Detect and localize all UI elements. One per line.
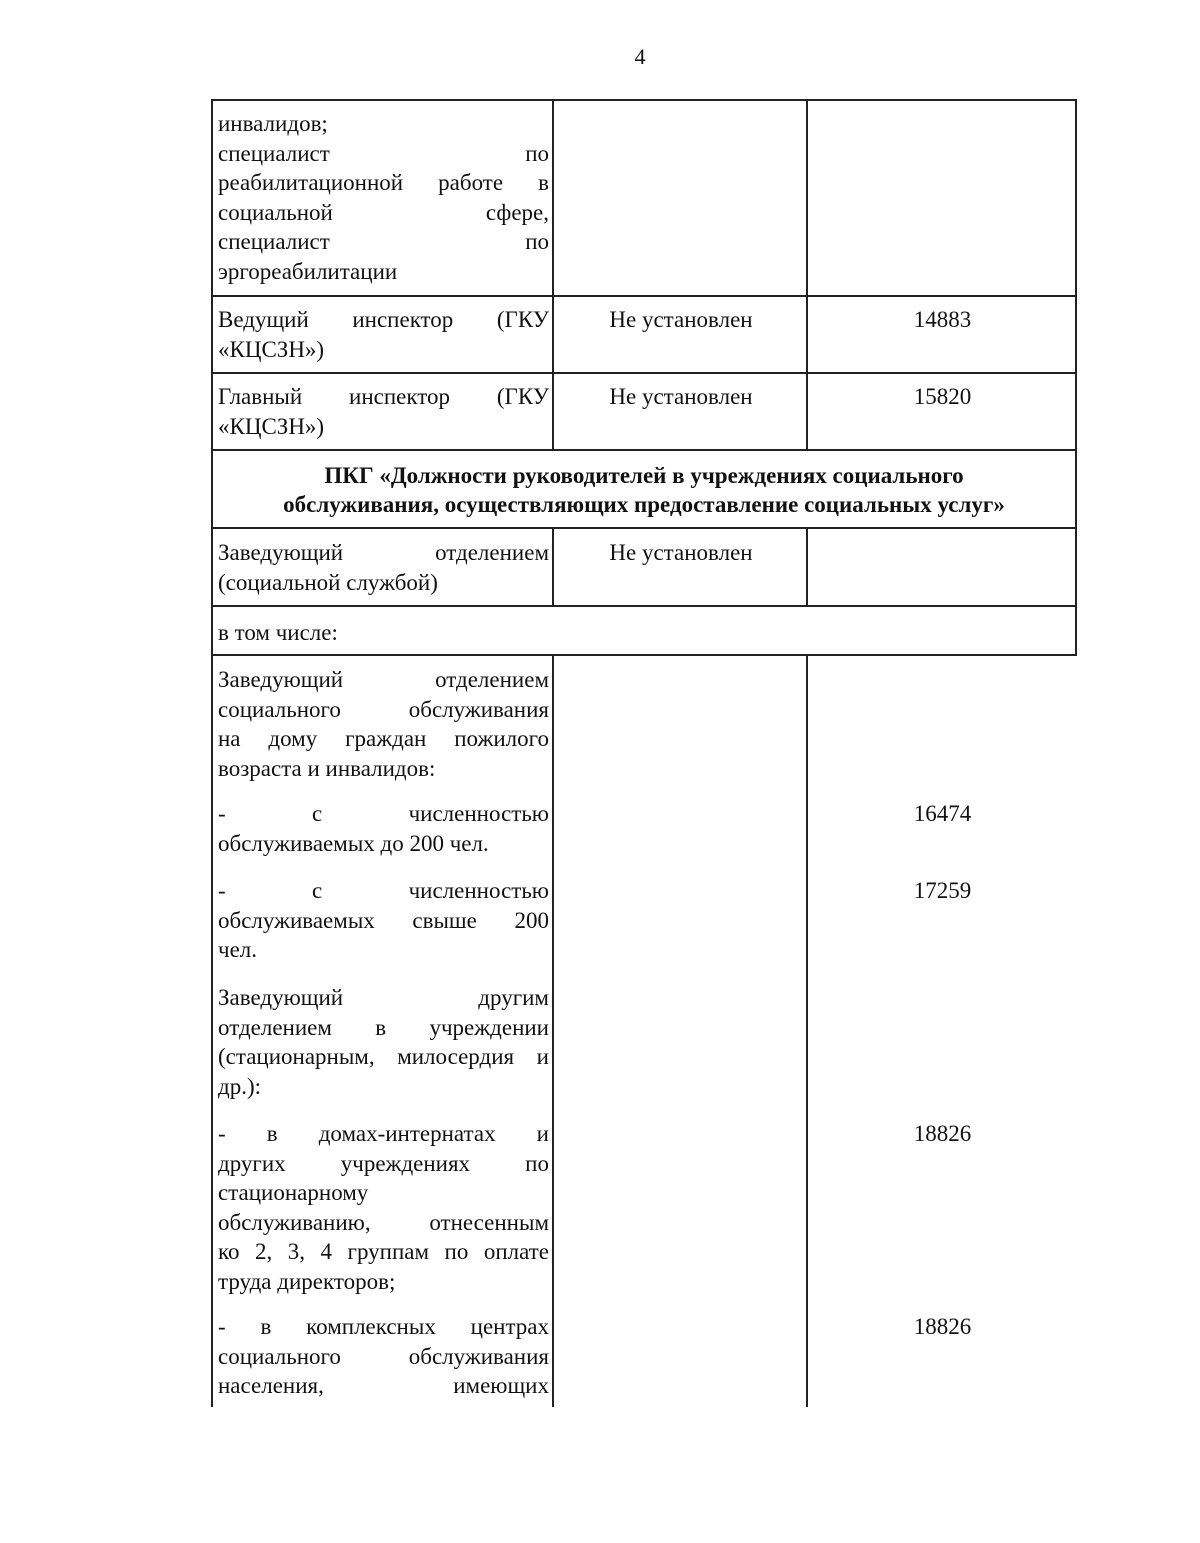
row-divider [211,449,1077,451]
text-line: населения, имеющих [218,1373,549,1398]
group-header-line: ПКГ «Должности руководителей в учреждениях социального [324,463,964,488]
group-header [211,461,1077,519]
row-divider [211,372,1077,374]
text-line: ко 2, 3, 4 группам по оплате [218,1239,549,1264]
row-divider [211,295,1077,297]
position-cell [218,305,549,364]
text-line: социального обслуживания [218,696,549,722]
position-cell [218,983,549,1101]
row-divider [211,605,1077,607]
text-line: обслуживаемых свыше 200 [218,907,549,933]
position-cell [218,538,549,597]
table-top-border [211,99,1077,101]
text-line: на дому граждан пожилого [218,726,549,751]
text-line: - в комплексных центрах [218,1314,549,1339]
qualification-cell: Не установлен [609,307,753,332]
text-line: «КЦСЗН») [218,336,325,362]
salary-cell: 14883 [913,307,972,332]
position-cell [218,876,549,965]
text-line: обслуживанию, отнесенным [218,1209,549,1235]
text-line: труда директоров; [218,1268,396,1294]
position-cell [218,1119,549,1296]
text-line: др.): [218,1073,262,1099]
text-line: - с численностью [218,801,549,826]
subheading: в том числе: [218,620,338,645]
text-line: других учреждениях по [218,1150,549,1176]
position-cell [218,665,549,783]
salary-cell: 16474 [913,801,972,826]
salary-cell: 17259 [913,878,972,903]
text-line: эргореабилитации [218,258,398,284]
position-cell [218,109,549,286]
salary-cell: 15820 [913,384,972,409]
text-line: отделением в учреждении [218,1014,549,1040]
text-line: стационарному [218,1180,369,1205]
text-line: - в домах-интернатах и [218,1121,549,1146]
text-line: реабилитационной работе в [218,170,549,195]
table-right-border [1075,99,1077,655]
text-line: Заведующий отделением [218,540,549,565]
position-cell [218,382,549,441]
qualification-cell: Не установлен [609,540,753,565]
salary-cell: 18826 [913,1121,972,1146]
text-line: (стационарным, милосердия и [218,1044,549,1069]
text-line: возраста и инвалидов: [218,755,436,781]
table-left-border [211,99,213,1407]
text-line: Заведующий другим [218,985,549,1010]
group-header-line: обслуживания, осуществляющих предоставление социальных услуг» [283,492,1005,517]
text-line: Заведующий отделением [218,667,549,692]
column-divider [806,654,808,1407]
text-line: - с численностью [218,878,549,903]
text-line: чел. [218,937,258,962]
row-divider [211,527,1077,529]
qualification-cell: Не установлен [609,384,753,409]
text-line: (социальной службой) [218,569,438,595]
salary-cell: 18826 [913,1314,972,1339]
position-cell [218,799,549,858]
text-line: специалист по [218,140,549,166]
position-cell [218,1312,549,1401]
text-line: специалист по [218,229,549,254]
text-line: социальной сфере, [218,199,549,225]
text-line: Главный инспектор (ГКУ [218,384,549,409]
text-line: инвалидов; [218,111,328,136]
page-number: 4 [634,44,646,69]
row-divider [211,654,1077,656]
text-line: Ведущий инспектор (ГКУ [218,307,549,332]
column-divider [552,654,554,1407]
text-line: обслуживаемых до 200 чел. [218,830,489,856]
text-line: социального обслуживания [218,1343,549,1369]
text-line: «КЦСЗН») [218,413,325,439]
